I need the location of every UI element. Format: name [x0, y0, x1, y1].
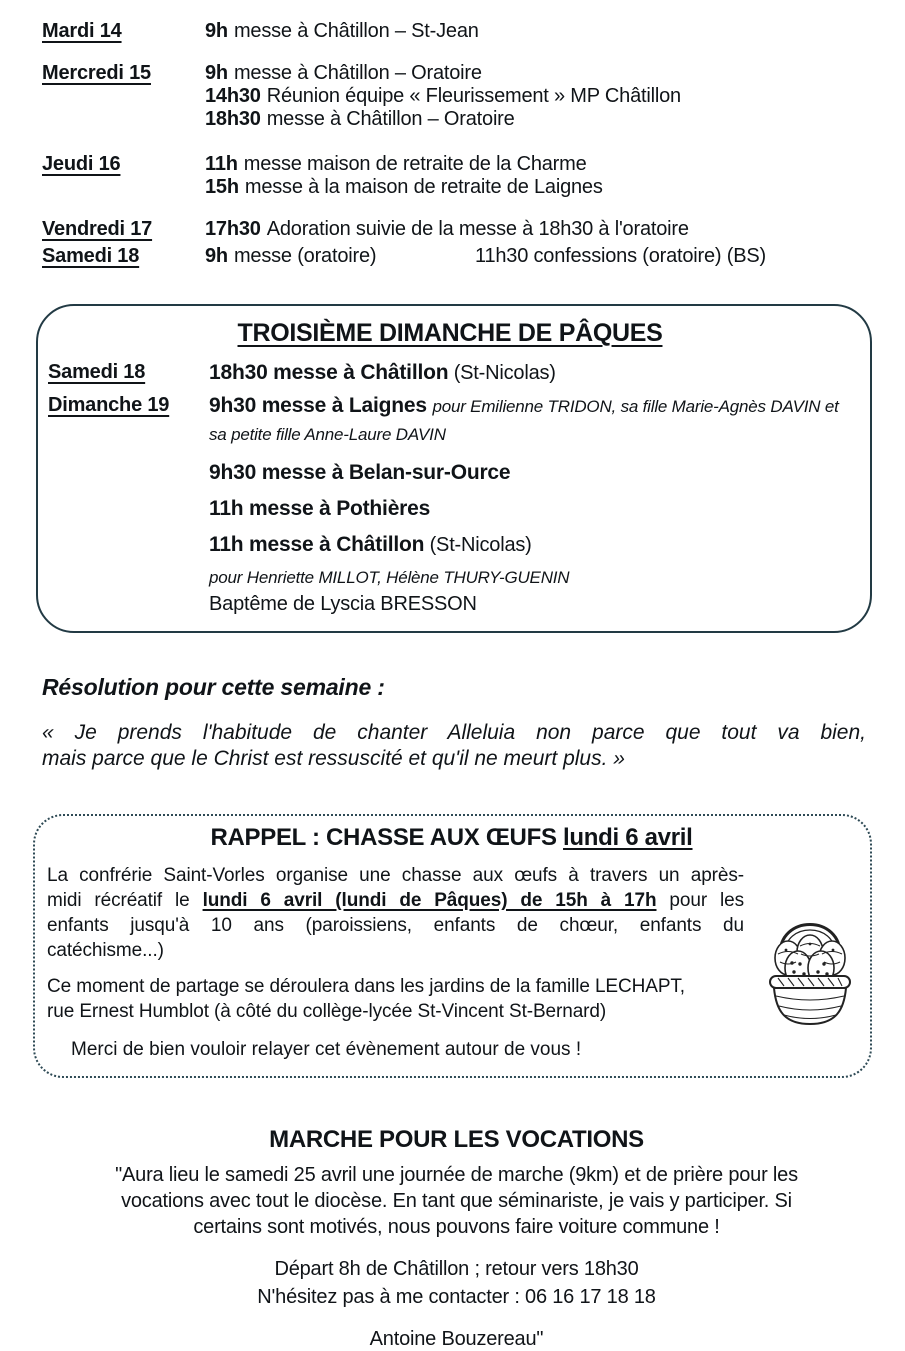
paques-box	[36, 304, 872, 633]
time-label: 18h30	[205, 108, 261, 130]
day-label: Dimanche 19	[48, 394, 170, 416]
paragraph-line: La confrérie Saint-Vorles organise une chasse aux œufs à travers un après-	[47, 865, 744, 886]
entry-text: Réunion équipe « Fleurissement » MP Châtillon	[266, 85, 681, 107]
day-label: Vendredi 17	[42, 218, 153, 240]
mass-entry: 9h30 messe à Laignes	[209, 394, 433, 417]
schedule-entry	[205, 245, 871, 268]
resolution-section	[42, 673, 871, 772]
mass-intention: sa petite fille Anne-Laure DAVIN	[209, 425, 446, 444]
schedule-row	[42, 218, 871, 241]
schedule-row	[42, 20, 871, 43]
paragraph-line: Ce moment de partage se déroulera dans les jardins de la famille LECHAPT,	[47, 976, 685, 997]
schedule-entry	[205, 85, 871, 108]
schedule-entry	[205, 218, 871, 241]
paragraph-line: certains sont motivés, nous pouvons faire voiture commune !	[193, 1216, 720, 1238]
entry-text: messe maison de retraite de la Charme	[243, 153, 587, 175]
day-label: Samedi 18	[42, 245, 140, 267]
day-label: Mardi 14	[42, 20, 122, 42]
mass-entry: 18h30 messe à Châtillon	[209, 361, 449, 384]
entry-text: messe à la maison de retraite de Laignes	[244, 176, 603, 198]
paragraph-line: enfants jusqu'à 10 ans (paroissiens, enfants de chœur, enfants du	[47, 915, 744, 936]
mass-entry: 9h30 messe à Belan-sur-Ource	[209, 461, 511, 484]
mass-row	[48, 393, 852, 451]
mass-entry: 11h messe à Châtillon	[209, 533, 425, 556]
entry-text: messe à Châtillon – Oratoire	[266, 108, 515, 130]
marche-paragraph	[42, 1162, 871, 1240]
resolution-quote	[42, 720, 866, 772]
mass-entry-detail: (St-Nicolas)	[424, 534, 532, 556]
entry-text: Adoration suivie de la messe à 18h30 à l'oratoire	[266, 218, 689, 240]
rappel-title-date: lundi 6 avril	[563, 824, 693, 851]
signature: Antoine Bouzereau"	[369, 1328, 544, 1350]
rappel-closing-line: Merci de bien vouloir relayer cet évènement autour de vous !	[71, 1039, 582, 1060]
entry-text: messe à Châtillon – St-Jean	[233, 20, 479, 42]
time-label: 15h	[205, 176, 239, 198]
mass-row	[48, 360, 852, 386]
mass-intention: pour Henriette MILLOT, Hélène THURY-GUENIN	[209, 568, 570, 587]
schedule-row	[42, 62, 871, 131]
quote-line: « Je prends l'habitude de chanter Alleluia non parce que tout va bien,	[42, 721, 866, 744]
marche-info	[42, 1255, 871, 1311]
weekly-schedule	[42, 20, 871, 268]
mass-entry: 11h messe à Pothières	[209, 497, 431, 520]
baptism-entry: Baptême de Lyscia BRESSON	[209, 593, 477, 615]
day-label: Jeudi 16	[42, 153, 121, 175]
schedule-row	[42, 153, 871, 199]
event-date-strong: lundi 6 avril (lundi de Pâques) de 15h à 17h	[202, 890, 657, 911]
marche-title: MARCHE POUR LES VOCATIONS	[269, 1126, 644, 1153]
time-label: 11h	[205, 153, 238, 175]
paques-box-title: TROISIÈME DIMANCHE DE PÂQUES	[237, 319, 663, 347]
time-label: 14h30	[205, 85, 261, 107]
mass-intention: pour Emilienne TRIDON, sa fille Marie-Agnès DAVIN et	[432, 397, 839, 416]
entry-text: messe à Châtillon – Oratoire	[233, 62, 482, 84]
day-label: Samedi 18	[48, 361, 146, 383]
entry-extra-text: 11h30 confessions (oratoire) (BS)	[475, 245, 766, 267]
mass-row	[48, 592, 852, 617]
mass-entry-detail: (St-Nicolas)	[448, 362, 556, 384]
paragraph-line: midi récréatif le lundi 6 avril (lundi de Pâques) de 15h à 17h pour les	[47, 890, 744, 911]
quote-line: mais parce que le Christ est ressuscité et qu'il ne meurt plus. »	[42, 747, 625, 770]
schedule-entry	[205, 62, 871, 85]
rappel-paragraph-2	[47, 974, 744, 1024]
easter-eggs-basket-icon	[758, 884, 862, 1030]
time-label: 9h	[205, 245, 228, 267]
mass-row	[48, 496, 852, 522]
mass-row	[48, 460, 852, 486]
paragraph-line: "Aura lieu le samedi 25 avril une journée de marche (9km) et de prière pour les	[115, 1164, 798, 1186]
day-label: Mercredi 15	[42, 62, 151, 84]
marche-section	[42, 1126, 871, 1351]
schedule-entry	[205, 176, 871, 199]
entry-text: messe (oratoire)	[233, 245, 377, 267]
resolution-heading: Résolution pour cette semaine :	[42, 674, 385, 700]
paragraph-line: rue Ernest Humblot (à côté du collège-lycée St-Vincent St-Bernard)	[47, 1001, 607, 1022]
paragraph-line: vocations avec tout le diocèse. En tant que séminariste, je vais y participer. Si	[121, 1190, 792, 1212]
rappel-box	[33, 814, 872, 1078]
mass-row	[48, 565, 852, 590]
rappel-box-title: RAPPEL : CHASSE AUX ŒUFS lundi 6 avril	[210, 824, 693, 851]
time-label: 9h	[205, 62, 228, 84]
paragraph-line: catéchisme...)	[47, 940, 164, 961]
schedule-entry	[205, 153, 871, 176]
schedule-entry	[205, 20, 871, 43]
rappel-paragraph-1	[47, 863, 744, 963]
time-label: 17h30	[205, 218, 261, 240]
info-line: N'hésitez pas à me contacter : 06 16 17 18 18	[257, 1286, 656, 1308]
schedule-entry	[205, 108, 871, 131]
info-line: Départ 8h de Châtillon ; retour vers 18h30	[274, 1258, 639, 1280]
schedule-row	[42, 245, 871, 268]
time-label: 9h	[205, 20, 228, 42]
mass-row	[48, 532, 852, 558]
